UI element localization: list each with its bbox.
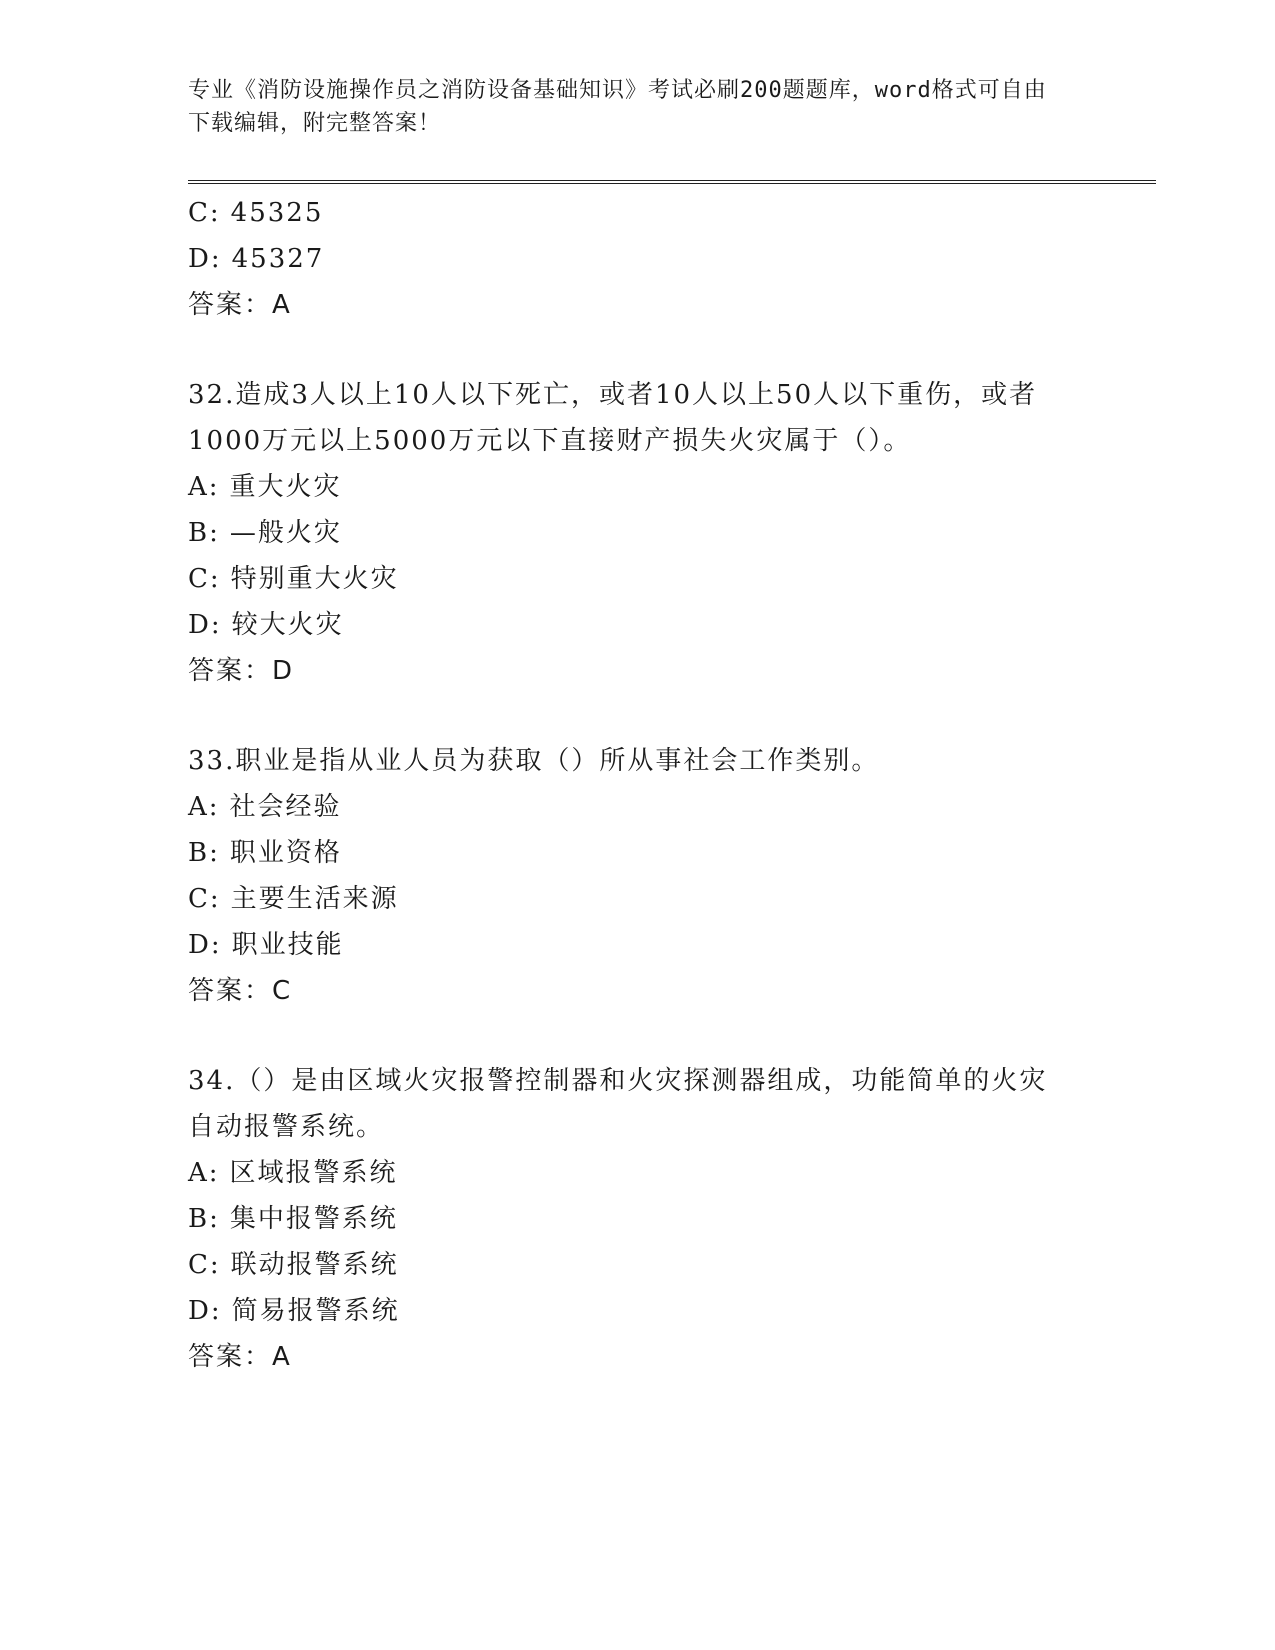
option-text: 职业技能 (231, 930, 344, 960)
option-key: B: (188, 838, 220, 868)
option-c (188, 556, 1088, 602)
question-text: 33.职业是指从业人员为获取（）所从事社会工作类别。 (188, 746, 880, 776)
option-key: A: (188, 472, 220, 502)
option-d (188, 922, 1088, 968)
option-text: 特别重大火灾 (230, 564, 399, 594)
option-text: 区域报警系统 (229, 1158, 398, 1188)
answer-line: 答案：A (188, 290, 292, 320)
option-text: 联动报警系统 (230, 1250, 399, 1280)
option-key: D: (188, 1296, 222, 1326)
option-b (188, 1196, 1088, 1242)
option-key: B: (188, 518, 220, 548)
option-text: 较大火灾 (231, 610, 344, 640)
question-block-34 (188, 1058, 1088, 1380)
option-key: B: (188, 1204, 220, 1234)
option-a (188, 784, 1088, 830)
option-key: A: (188, 1158, 220, 1188)
question-text: 32.造成3人以上10人以下死亡，或者10人以上50人以下重伤，或者1000万元以上5000万元以下直接财产损失火灾属于（）。 (188, 380, 1038, 456)
question-block-31 (188, 190, 1088, 328)
option-d (188, 1288, 1088, 1334)
option-text: 集中报警系统 (229, 1204, 398, 1234)
option-a (188, 1150, 1088, 1196)
option-d (188, 236, 1088, 282)
option-c (188, 1242, 1088, 1288)
question-block-33 (188, 738, 1088, 1014)
option-a (188, 464, 1088, 510)
option-key: C: (188, 884, 221, 914)
option-text: 社会经验 (229, 792, 342, 822)
option-key: C: (188, 1250, 221, 1280)
question-text: 34.（）是由区域火灾报警控制器和火灾探测器组成，功能简单的火灾自动报警系统。 (188, 1066, 1048, 1142)
option-key: D: (188, 610, 222, 640)
option-key: C: (188, 564, 221, 594)
answer-line: 答案：C (188, 976, 293, 1006)
option-key: C: (188, 198, 221, 228)
question-block-32 (188, 372, 1088, 694)
answer-line: 答案：A (188, 1342, 292, 1372)
option-text: 职业资格 (229, 838, 342, 868)
option-b (188, 830, 1088, 876)
option-b (188, 510, 1088, 556)
option-text: 简易报警系统 (231, 1296, 400, 1326)
option-text: 主要生活来源 (230, 884, 399, 914)
answer-line: 答案：D (188, 656, 295, 686)
option-key: A: (188, 792, 220, 822)
option-text: 重大火灾 (229, 472, 342, 502)
option-d (188, 602, 1088, 648)
page-header: 专业《消防设施操作员之消防设备基础知识》考试必刷200题题库，word格式可自由下载编辑，附完整答案！ (188, 78, 1047, 136)
option-text: —般火灾 (229, 518, 342, 548)
question-list (188, 190, 1088, 1380)
header-divider (188, 180, 1156, 184)
option-c (188, 190, 1088, 236)
option-key: D: (188, 930, 222, 960)
option-key: D: (188, 244, 222, 274)
option-text: 45327 (231, 244, 325, 274)
option-c (188, 876, 1088, 922)
option-text: 45325 (230, 198, 324, 228)
